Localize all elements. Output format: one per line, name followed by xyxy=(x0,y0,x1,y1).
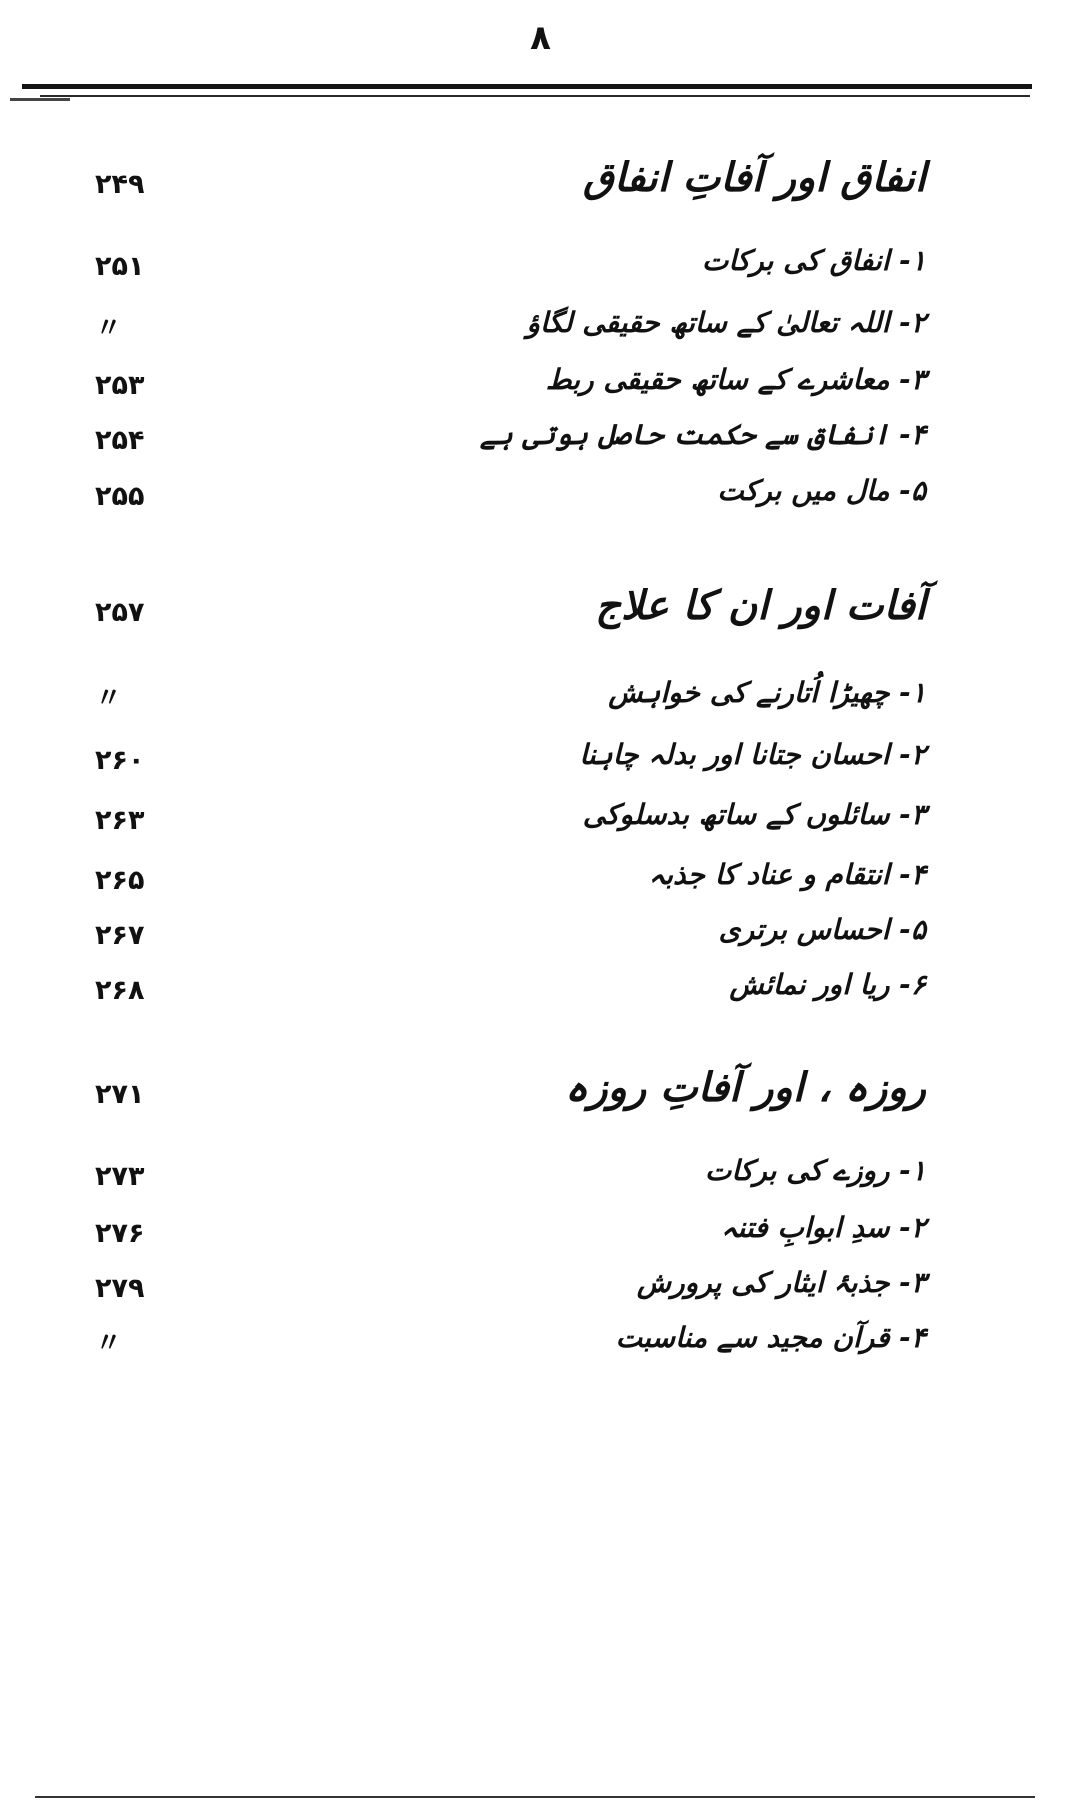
entry-title: ۳- معاشرے کے ساتھ حقیقی ربط xyxy=(545,363,926,396)
toc-entry xyxy=(0,850,1081,900)
section-page-number: ۲۷۱ xyxy=(95,1079,145,1110)
section-title: روزہ ، اور آفاتِ روزہ xyxy=(564,1065,926,1111)
header-rule-tail xyxy=(10,98,70,101)
entry-title: ۲- اللہ تعالیٰ کے ساتھ حقیقی لگاؤ xyxy=(526,306,926,339)
toc-entry xyxy=(0,236,1081,286)
section-heading xyxy=(0,150,1081,200)
header-rule xyxy=(22,84,1032,89)
entry-page-number: ۲۶۷ xyxy=(95,920,145,951)
toc-entry xyxy=(0,298,1081,348)
section-title: آفات اور ان کا علاج xyxy=(595,583,926,629)
entry-page-number: ۲۷۳ xyxy=(95,1161,145,1192)
entry-page-number: ۲۷۶ xyxy=(95,1218,145,1249)
toc-entry xyxy=(0,1203,1081,1253)
header-rule-thin xyxy=(40,95,1030,97)
entry-title: ۱- روزے کی برکات xyxy=(704,1154,926,1187)
toc-entry xyxy=(0,960,1081,1010)
entry-page-number: 〃 xyxy=(95,313,124,344)
section-title: انفاق اور آفاتِ انفاق xyxy=(582,155,926,201)
entry-page-number: ۲۵۵ xyxy=(95,481,145,512)
toc-entry xyxy=(0,410,1081,460)
entry-page-number: ۲۶۵ xyxy=(95,865,145,896)
entry-title: ۴- انتقام و عناد کا جذبہ xyxy=(648,858,926,891)
entry-page-number: ۲۵۱ xyxy=(95,251,145,282)
toc-entry xyxy=(0,1313,1081,1363)
entry-title: ۳- سائلوں کے ساتھ بدسلوکی xyxy=(582,798,926,831)
entry-title: ۵- احساس برتری xyxy=(718,913,926,946)
entry-title: ۲- سدِ ابوابِ فتنہ xyxy=(721,1211,926,1244)
toc-entry xyxy=(0,1146,1081,1196)
section-heading xyxy=(0,578,1081,628)
entry-page-number: ۲۶۸ xyxy=(95,975,145,1006)
entry-title: ۱- انفاق کی برکات xyxy=(701,244,926,277)
page-number: ۸ xyxy=(530,18,551,58)
entry-page-number: ۲۶۳ xyxy=(95,805,145,836)
toc-entry xyxy=(0,466,1081,516)
toc-entry xyxy=(0,730,1081,780)
entry-page-number: ۲۵۳ xyxy=(95,370,145,401)
footer-rule xyxy=(35,1796,1035,1798)
section-page-number: ۲۵۷ xyxy=(95,597,145,628)
section-heading xyxy=(0,1060,1081,1110)
entry-page-number: ۲۵۴ xyxy=(95,425,145,456)
toc-entry xyxy=(0,668,1081,718)
toc-entry xyxy=(0,790,1081,840)
entry-title: ۵- مال میں برکت xyxy=(717,474,926,507)
entry-title: ۲- احسان جتانا اور بدلہ چاہنا xyxy=(579,738,926,771)
toc-entry xyxy=(0,355,1081,405)
entry-page-number: 〃 xyxy=(95,1328,124,1359)
entry-page-number: ۲۷۹ xyxy=(95,1273,145,1304)
entry-title: ۳- جذبۂ ایثار کی پرورش xyxy=(636,1266,926,1299)
entry-page-number: 〃 xyxy=(95,683,124,714)
entry-page-number: ۲۶۰ xyxy=(95,745,145,776)
entry-title: ۴- قرآن مجید سے مناسبت xyxy=(615,1321,926,1354)
toc-entry xyxy=(0,905,1081,955)
entry-title: ۴- انفاق سے حکمت حاصل ہوتی ہے xyxy=(479,418,926,451)
section-page-number: ۲۴۹ xyxy=(95,169,145,200)
entry-title: ۶- ریا اور نمائش xyxy=(729,968,926,1001)
toc-entry xyxy=(0,1258,1081,1308)
entry-title: ۱- چھیڑا اُتارنے کی خواہش xyxy=(608,676,926,709)
